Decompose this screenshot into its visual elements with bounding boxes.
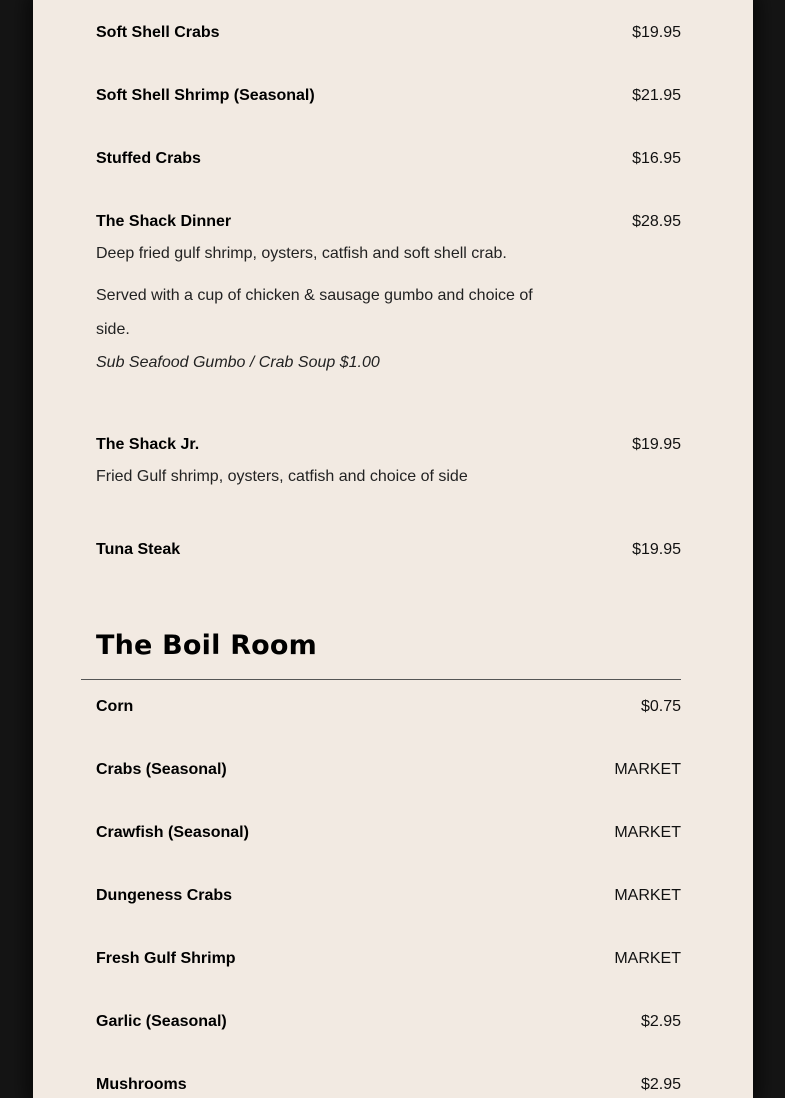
item-description <box>96 460 566 494</box>
item-price: MARKET <box>614 887 681 904</box>
item-name: The Shack Dinner <box>96 213 232 230</box>
item-name: Crabs (Seasonal) <box>96 761 227 778</box>
item-name: Dungeness Crabs <box>96 887 233 904</box>
item-name: Tuna Steak <box>96 541 181 558</box>
menu-item <box>96 697 681 717</box>
item-name: Fresh Gulf Shrimp <box>96 950 236 967</box>
item-name: Soft Shell Shrimp (Seasonal) <box>96 87 315 104</box>
item-price: $19.95 <box>632 436 681 453</box>
item-price: MARKET <box>614 761 681 778</box>
item-name: The Shack Jr. <box>96 436 200 453</box>
item-price: $28.95 <box>632 213 681 230</box>
menu-item <box>96 760 681 780</box>
item-name: Mushrooms <box>96 1076 187 1093</box>
item-note: Sub Seafood Gumbo / Crab Soup $1.00 <box>96 354 380 371</box>
menu-item <box>96 149 681 169</box>
menu-item <box>96 540 681 560</box>
item-description <box>96 237 566 347</box>
item-price: $19.95 <box>632 24 681 41</box>
menu-item <box>96 86 681 106</box>
item-description-line: Deep fried gulf shrimp, oysters, catfish and soft shell crab. <box>96 245 507 262</box>
item-price: $2.95 <box>640 1076 681 1093</box>
item-price: MARKET <box>614 950 681 967</box>
menu-item <box>96 949 681 969</box>
item-description-line: Fried Gulf shrimp, oysters, catfish and choice of side <box>96 468 468 485</box>
menu-item <box>96 823 681 843</box>
item-name: Crawfish (Seasonal) <box>96 824 249 841</box>
item-price: $0.75 <box>640 698 681 715</box>
item-name: Stuffed Crabs <box>96 150 201 167</box>
item-name: Soft Shell Crabs <box>96 24 220 41</box>
item-price: $2.95 <box>640 1013 681 1030</box>
section-title: The Boil Room <box>96 630 318 661</box>
menu-item <box>96 23 681 43</box>
item-price: MARKET <box>614 824 681 841</box>
menu-item <box>96 435 681 502</box>
item-price: $21.95 <box>632 87 681 104</box>
item-name: Garlic (Seasonal) <box>96 1013 227 1030</box>
item-name: Corn <box>96 698 134 715</box>
item-description-line: Served with a cup of chicken & sausage gumbo and choice of side. <box>96 287 533 338</box>
menu-item <box>96 886 681 906</box>
section-divider <box>81 679 681 680</box>
item-price: $16.95 <box>632 150 681 167</box>
menu-item <box>96 212 681 373</box>
item-price: $19.95 <box>632 541 681 558</box>
menu-item <box>96 1075 681 1095</box>
menu-sheet <box>33 0 753 1098</box>
menu-item <box>96 1012 681 1032</box>
